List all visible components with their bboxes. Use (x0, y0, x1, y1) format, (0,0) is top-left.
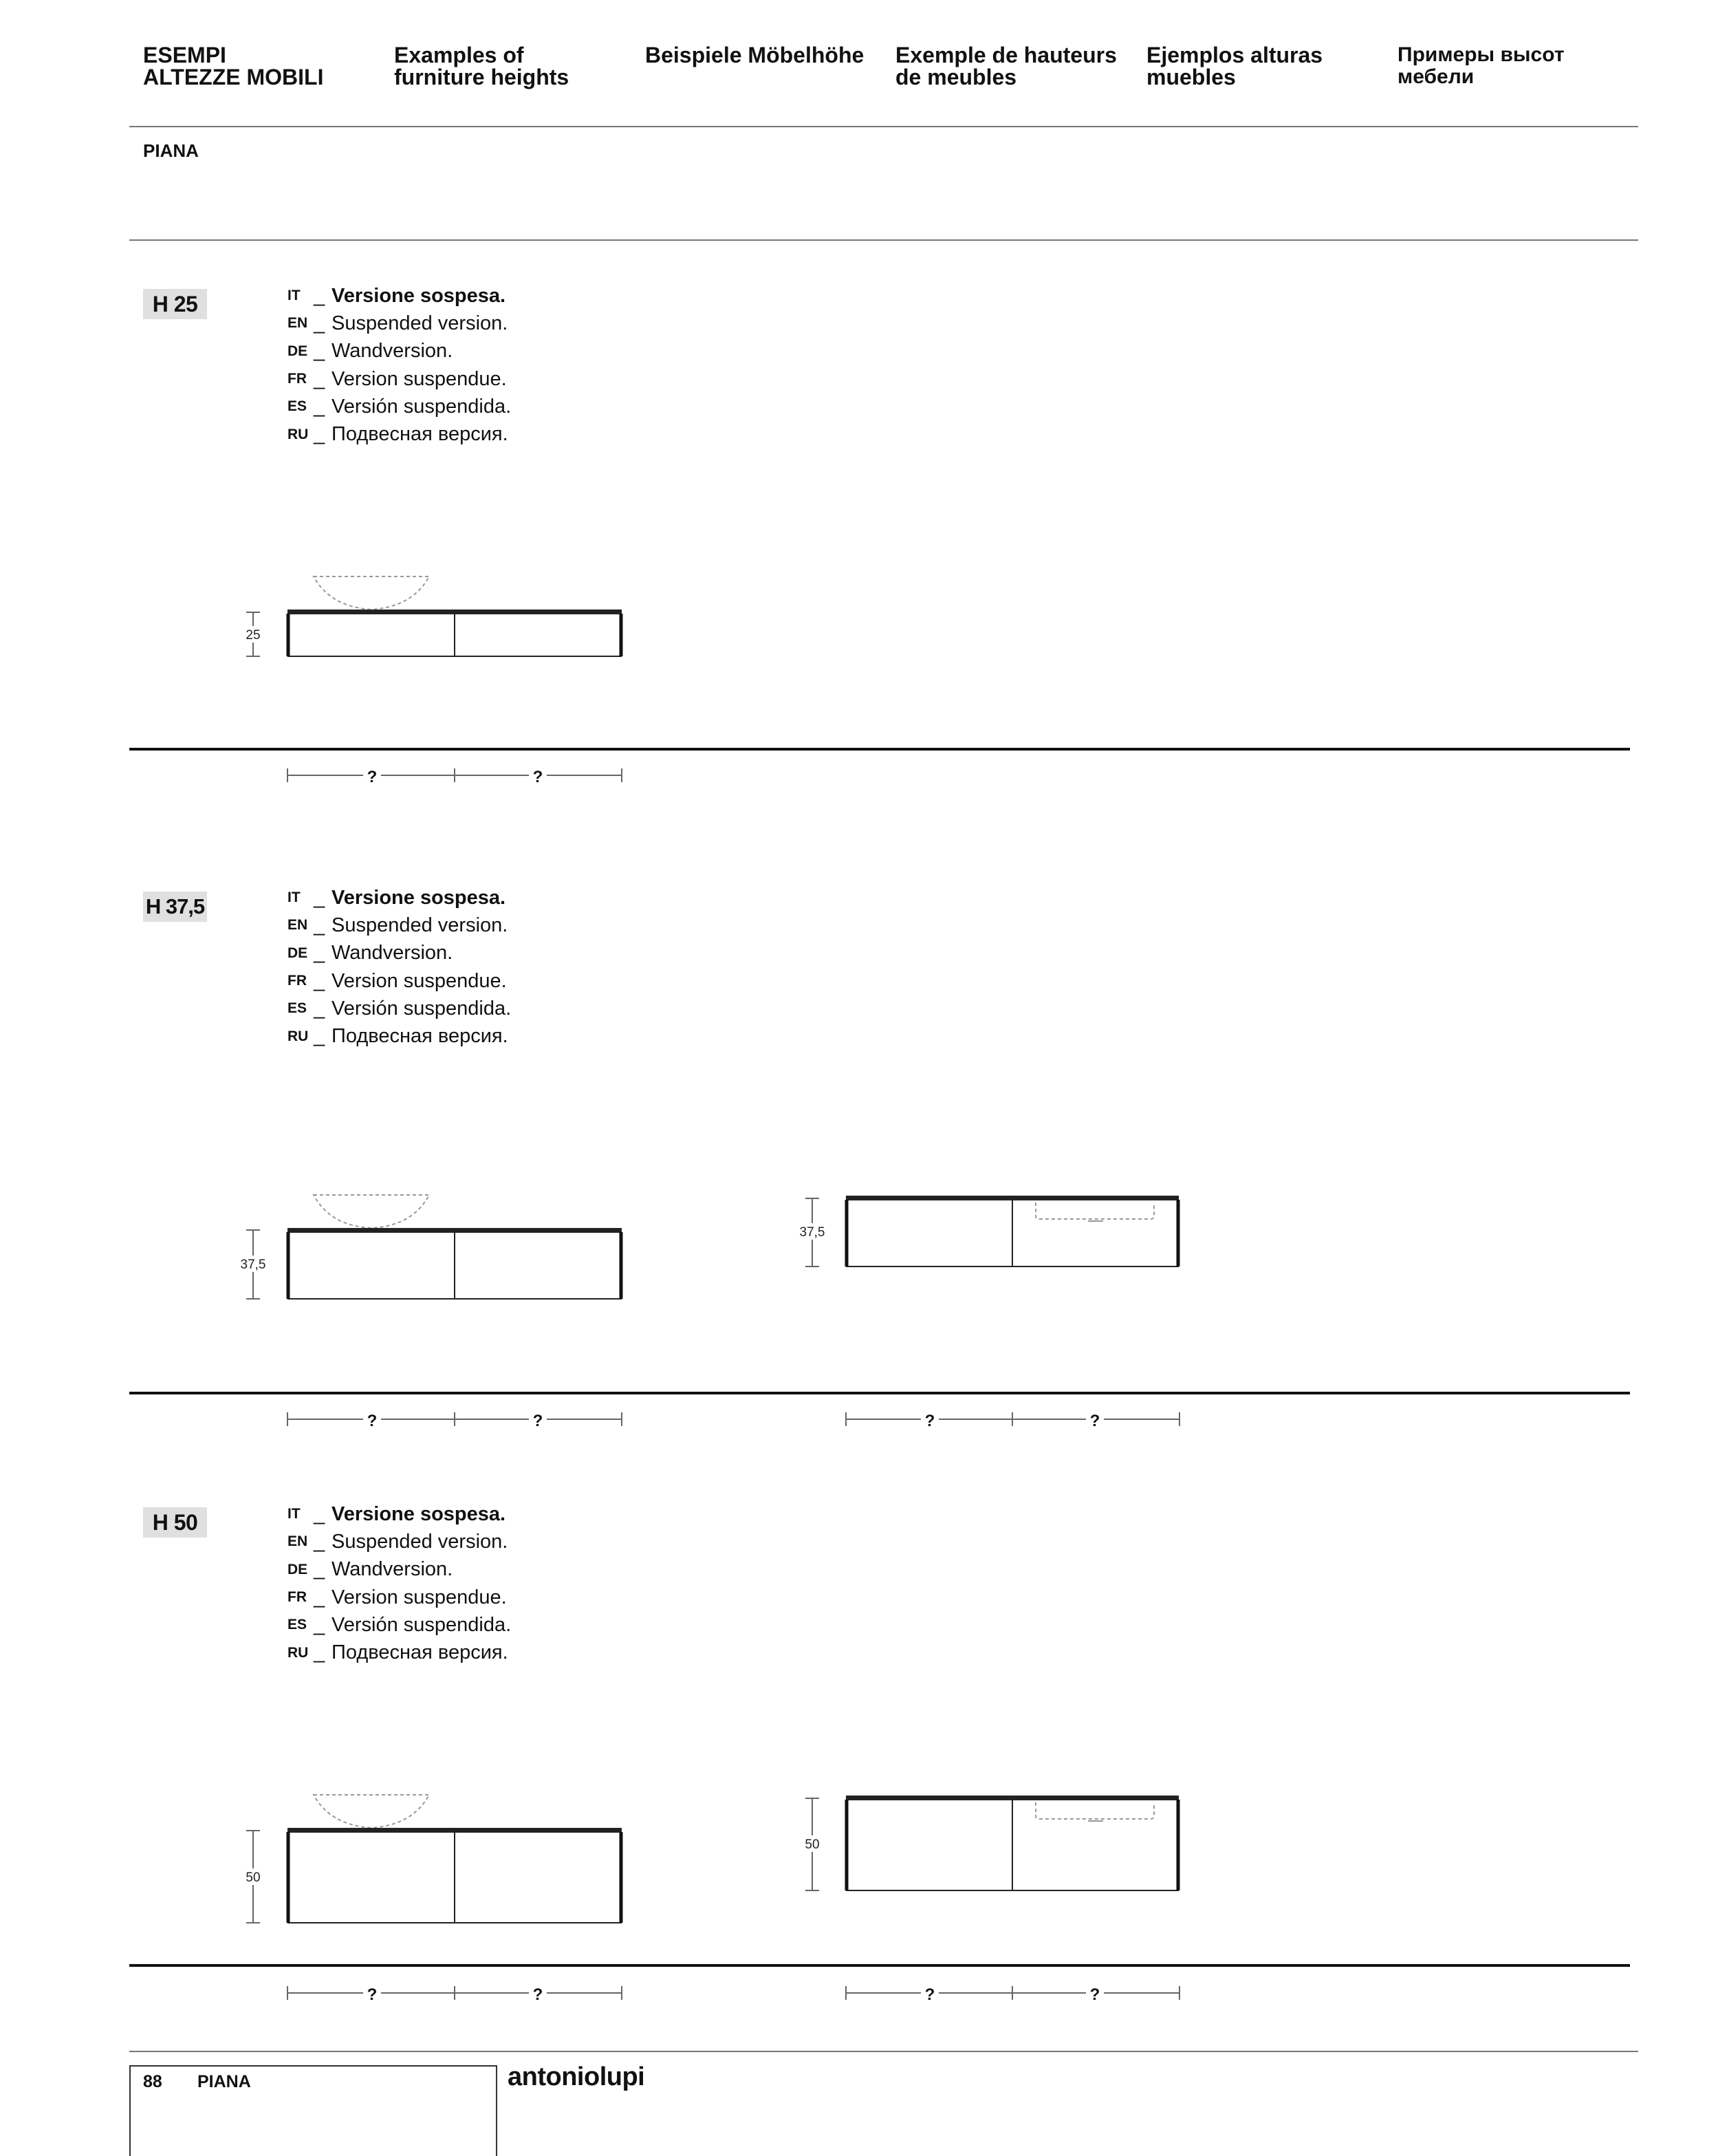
lang-code: ES (287, 1617, 307, 1633)
countertop (846, 1796, 1179, 1799)
width-label: ? (532, 1985, 543, 2004)
desc-text: Подвесная версия. (331, 1641, 508, 1664)
cabinet-drawing-h25 (287, 576, 622, 656)
width-label: ? (367, 1412, 378, 1430)
header-col-en-line1: Examples of (394, 43, 524, 67)
lang-code: FR (287, 1589, 307, 1606)
cabinet-drawing-h50-vessel (287, 1795, 622, 1923)
footer-title: PIANA (197, 2072, 251, 2091)
footer-box (129, 2065, 497, 2156)
separator: _ (314, 914, 325, 936)
lang-code: RU (287, 426, 309, 442)
separator: _ (314, 312, 325, 334)
desc-text: Подвесная версия. (331, 423, 508, 446)
lang-code: DE (287, 1561, 308, 1577)
height-dimension-value: 37,5 (240, 1258, 266, 1272)
desc-text: Versión suspendida. (331, 395, 512, 418)
lang-code: EN (287, 315, 308, 332)
cabinet-drawing-h37-5-integrated (846, 1196, 1179, 1266)
lang-code: IT (287, 1506, 301, 1522)
countertop (287, 610, 622, 613)
width-dimension-h25 (287, 766, 622, 785)
separator: _ (314, 1025, 325, 1048)
width-label: ? (367, 1985, 378, 2004)
desc-text: Wandversion. (331, 1558, 453, 1581)
separator: _ (314, 969, 325, 992)
desc-text: Version suspendue. (331, 1586, 507, 1608)
separator: _ (314, 1586, 325, 1608)
section-label: PIANA (143, 140, 199, 161)
height-badge-h50: H 50 (143, 1507, 207, 1538)
separator: _ (314, 423, 325, 446)
lang-code: RU (287, 1644, 309, 1661)
desc-text: Version suspendue. (331, 969, 507, 992)
lang-code: DE (287, 343, 308, 359)
lang-code: FR (287, 973, 307, 989)
width-label: ? (367, 768, 378, 786)
width-label: ? (1089, 1985, 1100, 2004)
countertop (287, 1228, 622, 1231)
separator: _ (314, 1613, 325, 1636)
separator: _ (314, 395, 325, 418)
lang-code: EN (287, 1533, 308, 1550)
separator: _ (314, 1641, 325, 1664)
header-col-es-line1: Ejemplos alturas (1146, 43, 1323, 67)
width-dimension-h37-5 (287, 1410, 1179, 1429)
basin-dashed-outline (314, 1195, 429, 1228)
desc-text: Versión suspendida. (331, 997, 512, 1020)
lang-code: IT (287, 288, 301, 304)
countertop (287, 1828, 622, 1831)
header-col-ru-line1: Примеры высот (1398, 43, 1565, 66)
height-dimension-value: 50 (805, 1837, 820, 1852)
desc-text: Suspended version. (331, 914, 508, 936)
lang-code: ES (287, 398, 307, 415)
desc-text: Versione sospesa. (331, 1502, 506, 1525)
desc-text: Versione sospesa. (331, 284, 506, 307)
header-col-ru-line2: мебели (1398, 65, 1475, 88)
height-dimension-value: 50 (246, 1871, 261, 1885)
basin-dashed-outline (314, 1795, 429, 1828)
header-col-en-line2: furniture heights (394, 65, 569, 89)
desc-text: Versione sospesa. (331, 886, 506, 909)
cabinet-drawing-h50-integrated (846, 1796, 1179, 1890)
width-label: ? (532, 1412, 543, 1430)
width-dimension-h50 (287, 1983, 1179, 2003)
header-col-es-line2: muebles (1146, 65, 1236, 89)
brand-logo: antoniolupi (508, 2062, 645, 2091)
desc-text: Подвесная версия. (331, 1025, 508, 1048)
desc-text: Suspended version. (331, 312, 508, 334)
desc-text: Versión suspendida. (331, 1613, 512, 1636)
width-label: ? (924, 1412, 935, 1430)
separator: _ (314, 886, 325, 909)
footer-divider (129, 2051, 1638, 2052)
lang-code: EN (287, 917, 308, 934)
separator: _ (314, 1558, 325, 1581)
height-dimension-value: 25 (246, 628, 261, 643)
separator: _ (314, 1502, 325, 1525)
separator: _ (314, 1530, 325, 1553)
desc-text: Wandversion. (331, 340, 453, 363)
lang-code: RU (287, 1028, 309, 1044)
page-number: 88 (143, 2072, 162, 2091)
width-label: ? (924, 1985, 935, 2004)
desc-text: Wandversion. (331, 942, 453, 964)
integrated-basin-dashed (1036, 1802, 1154, 1819)
desc-text: Version suspendue. (331, 367, 507, 390)
separator: _ (314, 367, 325, 390)
lang-code: FR (287, 371, 307, 387)
separator: _ (314, 942, 325, 964)
height-badge-h25: H 25 (143, 289, 207, 319)
cabinet-drawing-h37-5-vessel (287, 1195, 622, 1299)
header-col-fr-line1: Exemple de hauteurs (895, 43, 1117, 67)
header-col-fr-line2: de meubles (895, 65, 1017, 89)
lang-code: DE (287, 945, 308, 961)
countertop (846, 1196, 1179, 1199)
lang-code: IT (287, 890, 301, 906)
header-col-it-line2: ALTEZZE MOBILI (143, 65, 324, 89)
integrated-basin-dashed (1036, 1203, 1154, 1219)
height-badge-h37-5: H 37,5 (143, 892, 207, 922)
height-dimension-value: 37,5 (799, 1225, 825, 1240)
separator: _ (314, 340, 325, 363)
separator: _ (314, 997, 325, 1020)
header-col-it-line1: ESEMPI (143, 43, 226, 67)
width-label: ? (532, 768, 543, 786)
header-col-de-line1: Beispiele Möbelhöhe (645, 43, 865, 67)
basin-dashed-outline (314, 576, 429, 610)
lang-code: ES (287, 1000, 307, 1017)
separator: _ (314, 284, 325, 307)
desc-text: Suspended version. (331, 1530, 508, 1553)
width-label: ? (1089, 1412, 1100, 1430)
